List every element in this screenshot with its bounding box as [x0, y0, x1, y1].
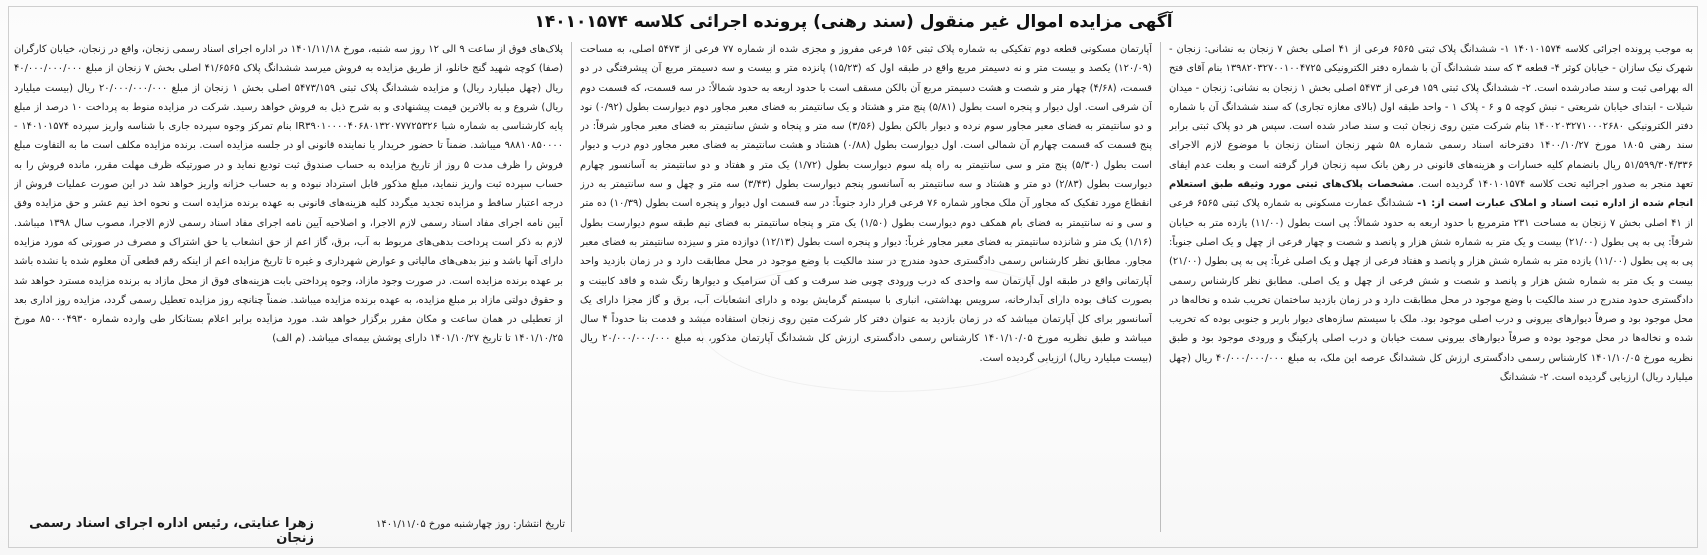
column-right: [1169, 40, 1693, 540]
col2-text: آپارتمان مسکونی قطعه دوم تفکیکی به شماره پلاک ثبتی ۱۵۶ فرعی مفروز و مجزی شده از شماره ۷۷ فرعی از ۵۴۷۳ اصلی، به مساحت (۱۲۰/۰۹) یکصد و بیست متر و نه دسیمتر مربع واقع در طبقه اول که (۱۵/۲۳) پانزده متر و بیست و سه دسیمتر مربع آن پیشرفتگی در دو قسمت، (۴/۶۸) چهار متر و شصت و هشت دسیمتر مربع آن بالکن مسقف است با حدود اربعه به حدود شمالاً: در سه قسمت، که قسمت دوم آن شرقی است. اول دیوار و پنجره است بطول (۵/۸۱) پنج متر و هشتاد و یک سانتیمتر به فضای معبر مجاور دوم دیوارست بطول (۰/۹۲) نود و دو سانتیمتر به فضای معبر مجاور سوم نرده و دیوار بالکن بطول (۳/۵۶) سه متر و پنجاه و شش سانتیمتر به فضای معبر مجاور شرقاً: در پنج قسمت که قسمت چهارم آن شمالی است. اول دیوارست بطول (۰/۸۸) هشتاد و هشت سانتیمتر به فضای معبر مجاور دوم درب و دیوار است بطول (۵/۳۰) پنج متر و سی سانتیمتر به راه پله سوم دیوارست بطول (۱/۷۲) یک متر و هفتاد و دو سانتیمتر به آسانسور چهارم دیوارست بطول (۲/۸۳) دو متر و هشتاد و سه سانتیمتر به آسانسور پنجم دیوارست بطول (۳/۴۳) سه متر و چهل و سه سانتیمتر به درز انقطاع مورد تفکیک که مجاور آن ملک مجاور شماره ۷۶ فرعی قرار دارد جنوباً: در سه قسمت اول دیوار و پنجره است بطول (۱۰/۳۹) ده متر و سی و نه سانتیمتر به فضای بام همکف دوم دیوارست بطول (۱/۵۰) یک متر و پنجاه سانتیمتر به فضای نیم طبقه سوم دیوارست بطول (۱/۱۶) یک متر و شانزده سانتیمتر به فضای معبر مجاور غرباً: دیوار و پنجره است بطول (۱۲/۱۳) دوازده متر و سیزده سانتیمتر به فضای معبر مجاور. مطابق نظر کارشناس رسمی دادگستری حدود مندرج در سند مالکیت با وضع موجود در محل مطابقت دارد و در زمان بازدید واحد آپارتمانی واقع در طبقه اول آپارتمان سه واحدی که درب ورودی چوبی ضد سرقت و کف آن سرامیک و دیوارها رنگ شده و فاقد کابینت و بصورت کناف بوده دارای آبدارخانه، سرویس بهداشتی، انباری با سیستم گرمایش بوده و دارای انشعابات آب، برق و گاز مجزا دارای یک آسانسور برای کل آپارتمان میباشد که در زمان بازدید به عنوان دفتر کار شرکت متین روی زنجان استفاده میشد و قدمت بنا حدوداً ۴ سال میباشد و طبق نظریه مورخ ۱۴۰۱/۱۰/۰۵ کارشناس رسمی دادگستری ارزش کل ششدانگ آپارتمان مذکور، به مبلغ ۲۰/۰۰۰/۰۰۰/۰۰۰ ریال (بیست میلیارد ریال) ارزیابی گردیده است.: [580, 44, 1152, 364]
col1-bold-heading: مشخصات پلاک‌های ثبتی مورد وثیقه طبق استعلام انجام شده از اداره ثبت اسناد و املاک عبارت است از: ۱-: [1169, 179, 1693, 210]
col3-text: پلاک‌های فوق از ساعت ۹ الی ۱۲ روز سه شنبه، مورخ ۱۴۰۱/۱۱/۱۸ در اداره اجرای اسناد رسمی زنجان، واقع در زنجان، خیابان کارگران (صفا) کوچه شهید گنج خانلو، از طریق مزایده به فروش میرسد ششدانگ پلاک ۴۱/۶۵۶۵ اصلی بخش ۷ زنجان از مبلغ ۴۰/۰۰۰/۰۰۰/۰۰۰ ریال (چهل میلیارد ریال) و مزایده ششدانگ پلاک ثبتی ۵۴۷۳/۱۵۹ اصلی بخش ۱ زنجان از مبلغ ۲۰/۰۰۰/۰۰۰/۰۰۰ ریال (بیست میلیارد ریال) شروع و به بالاترین قیمت پیشنهادی و به شرح ذیل به فروش خواهد رسید. شرکت در مزایده منوط به پرداخت ۱۰ درصد از مبلغ پایه کارشناسی به شماره شبا IR۳۹۰۱۰۰۰۰۴۰۶۸۰۱۳۲۰۷۷۷۲۵۳۲۶ بنام تمرکز وجوه سپرده جاری با شناسه واریز سپرده ۱۴۰۱۰۱۵۷۴ - ۹۸۸۱۰۸۵۰۰۰۰ میباشد. ضمناً تا حضور خریدار یا نماینده قانونی او در جلسه مزایده است. برنده مزایده مکلف است ما به التفاوت مبلغ فروش را ظرف مدت ۵ روز از تاریخ مزایده به حساب صندوق ثبت تودیع نماید و در صورتیکه ظرف مهلت مقرر، مانده فروش را به حساب سپرده ثبت واریز ننماید، مبلغ مذکور قابل استرداد نبوده و به حساب خزانه واریز خواهد شد در این صورت عملیات فروش از درجه اعتبار ساقط و مزایده تجدید میگردد کلیه هزینه‌های قانونی به عهده برنده مزایده است و نحوه اخذ نیم عشر و حق مزایده وفق آیین نامه اجرای مفاد اسناد رسمی لازم الاجرا، و اصلاحیه آیین نامه اجرای مفاد اسناد رسمی لازم الاجرا، مصوب سال ۱۳۹۸ میباشد. لازم به ذکر است پرداخت بدهی‌های مربوط به آب، برق، گاز اعم از حق انشعاب یا حق اشتراک و مصرف در صورتی که مورد مزایده دارای آنها باشد و نیز بدهی‌های مالیاتی و عوارض شهرداری و غیره تا تاریخ مزایده اعم از اینکه رقم قطعی آن معلوم شده یا نشده باشد بر عهده برنده مزایده است. در صورت وجود مازاد، وجوه پرداختی بابت هزینه‌های فوق از محل مازاد به برنده مزایده مسترد خواهد شد و حقوق دولتی مازاد بر مبلغ مزایده، به عهده برنده مزایده میباشد. ضمناً چنانچه روز مزایده تعطیل رسمی گردد، مزایده روز اداری بعد از تعطیلی در همان ساعت و مکان مقرر برگزار خواهد شد. مورد مزایده برابر اعلام بستانکار طی وارده شماره ۸۵۰۰۰۴۹۳۰ مورخ ۱۴۰۱/۱۰/۲۵ تا تاریخ ۱۴۰۱/۱۰/۲۷ دارای پوشش بیمه‌ای میباشد. (م الف): [14, 44, 563, 345]
col1-text-part1: به موجب پرونده اجرائی کلاسه ۱۴۰۱۰۱۵۷۴ ۱- ششدانگ پلاک ثبتی ۶۵۶۵ فرعی از ۴۱ اصلی بخش ۷ زنجان به نشانی: زنجان - شهرک نیک سازان - خیابان کوثر ۴- قطعه ۳ که سند ششدانگ آن با شماره دفتر الکترونیکی ۱۳۹۸۲۰۳۲۷۰۰۱۰۰۴۷۲۵ بنام آقای فتح اله بهرامی ثبت و سند صادرشده است. ۲- ششدانگ پلاک ثبتی ۱۵۹ فرعی از ۵۴۷۳ اصلی بخش ۱ زنجان به نشانی: زنجان - میدان شیلات - ابتدای خیابان شریعتی - نبش کوچه ۵ و ۶ - پلاک ۱ - واحد طبقه اول (بالای مغازه تجاری) که سند ششدانگ آن با شماره دفتر الکترونیکی ۱۴۰۰۲۰۳۲۷۱۰۰۰۲۶۸۰ بنام شرکت متین روی زنجان ثبت و سند صادر شده است. سپس هر دو پلاک ثبتی برابر سند رهنی ۱۸۰۵ مورخ ۱۴۰۰/۱۰/۲۷ دفترخانه اسناد رسمی شماره ۵۸ شهر زنجان استان زنجان با موضوع لازم الاجرای ۵۱/۵۹۹/۳۰۴/۳۳۶ ریال بانضمام کلیه خسارات و هزینه‌های قانونی در رهن بانک سپه زنجان قرار گرفته است و بعلت عدم ایفای تعهد منجر به صدور اجرائیه تحت کلاسه ۱۴۰۱۰۱۵۷۴ گردیده است.: [1169, 44, 1693, 191]
signature-line: زهرا عنایتی، رئیس اداره اجرای اسناد رسمی زنجان: [29, 516, 314, 546]
faded-stamp: [700, 260, 1082, 392]
publication-date: تاریخ انتشار: روز چهارشنبه مورخ ۱۴۰۱/۱۱/۰۵: [376, 519, 565, 530]
col1-text-part2: ششدانگ عمارت مسکونی به شماره پلاک ثبتی ۶۵۶۵ فرعی از ۴۱ اصلی بخش ۷ زنجان به مساحت ۲۳۱ مترمربع با حدود اربعه به حدود شمالاً: پی است بطول (۱۱/۰۰) یازده متر به خیابان شرقاً: پی به پی بطول (۲۱/۰۰) بیست و یک متر به شماره شش هزار و پانصد و شصت و چهار فرعی از چهل و یک اصلی جنوباً: پی به پی بطول (۱۱/۰۰) یازده متر به شماره شش هزار و پانصد و هفتاد فرعی از چهل و یک اصلی غرباً: پی به پی بطول (۲۱/۰۰) بیست و یک متر به شماره شش هزار و پانصد و شصت و شش فرعی از چهل و یک اصلی. مطابق نظر کارشناس رسمی دادگستری حدود مندرج در سند مالکیت با وضع موجود در محل مطابقت دارد و در زمان بازدید ساختمان تخریب شده و نخاله‌ها در محل موجود بود و صرفاً دیوارهای بیرونی و درب اصلی موجود بود. ملک با سیستم سازه‌های دیوار باربر و جنوبی بوده که تخریب شده و نخاله‌ها در محل موجود بوده و صرفاً دیوارهای بیرونی سمت خیابان و درب اصلی پارکینگ و ورودی موجود بود و طبق نظریه مورخ ۱۴۰۱/۱۰/۰۵ کارشناس رسمی دادگستری ارزش کل ششدانگ عرصه این ملک، به مبلغ ۴۰/۰۰۰/۰۰۰/۰۰۰ ریال (چهل میلیارد ریال) ارزیابی گردیده است. ۲- ششدانگ: [1169, 198, 1693, 384]
column-divider-1: [1160, 42, 1161, 532]
column-divider-2: [571, 42, 572, 532]
ad-title: آگهی مزایده اموال غیر منقول (سند رهنی) پرونده اجرائی کلاسه ۱۴۰۱۰۱۵۷۴: [534, 12, 1173, 32]
column-left: [14, 40, 563, 510]
